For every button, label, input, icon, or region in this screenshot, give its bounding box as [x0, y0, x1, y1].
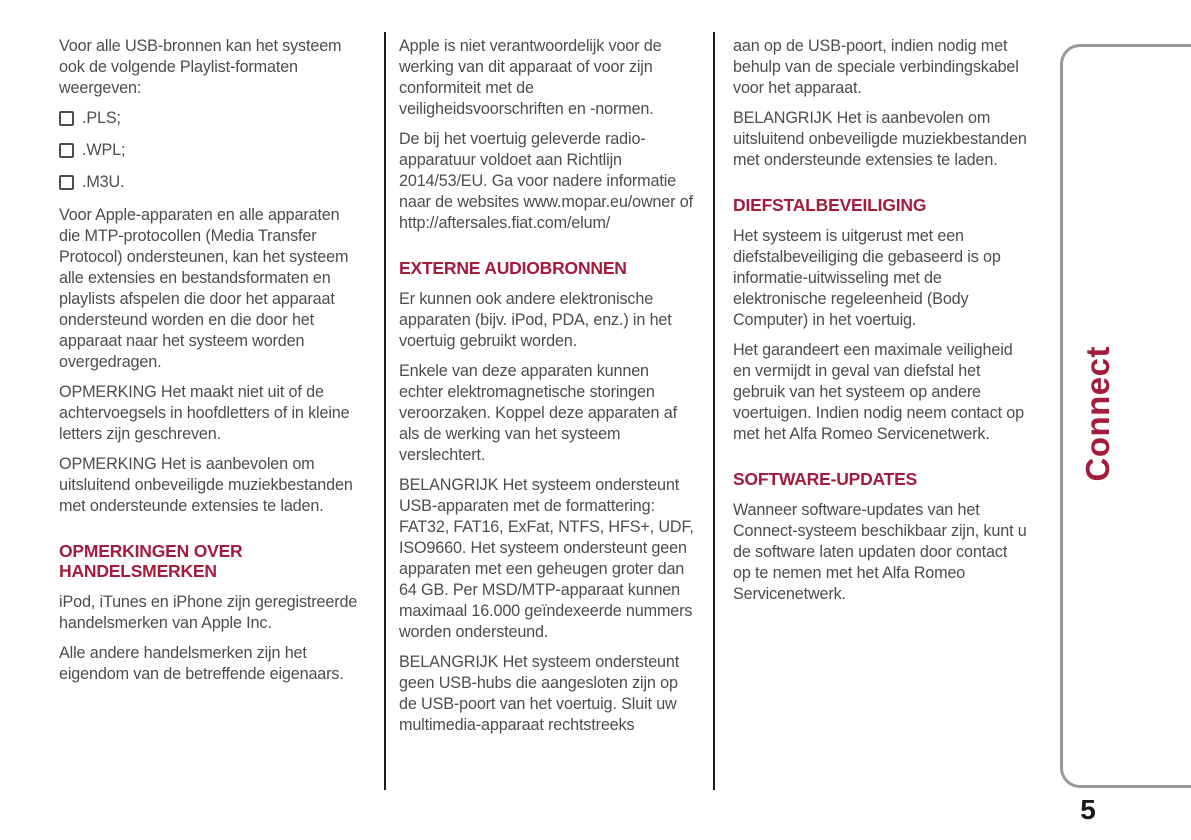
chapter-tab	[1060, 44, 1191, 788]
list-item	[59, 172, 359, 193]
column-divider	[384, 32, 386, 790]
section-heading: SOFTWARE-UPDATES	[733, 469, 918, 489]
body-paragraph: OPMERKING Het is aanbevolen om uitsluitend onbeveiligde muziekbestanden met ondersteunde extensies te laden.	[59, 455, 353, 515]
chapter-tab-label: Connect	[1079, 346, 1116, 482]
column-middle	[399, 36, 697, 745]
body-paragraph: aan op de USB-poort, indien nodig met behulp van de speciale verbindingskabel voor het apparaat.	[733, 37, 1019, 97]
body-paragraph: Alle andere handelsmerken zijn het eigendom van de betreffende eigenaars.	[59, 644, 344, 683]
body-paragraph: Er kunnen ook andere elektronische apparaten (bijv. iPod, PDA, enz.) in het voertuig gebruikt worden.	[399, 290, 672, 350]
page-number: 5	[1080, 794, 1096, 825]
body-paragraph: Voor Apple-apparaten en alle apparaten die MTP-protocollen (Media Transfer Protocol) ondersteunen, kan het systeem alle extensies en bestandsformaten en playlists afspelen die door het apparaat ondersteund worden en die door het apparaat naar het systeem worden overgedragen.	[59, 206, 349, 371]
column-divider	[713, 32, 715, 790]
body-paragraph: BELANGRIJK Het is aanbevolen om uitsluitend onbeveiligde muziekbestanden met ondersteunde extensies te laden.	[733, 109, 1027, 169]
column-right	[733, 36, 1029, 614]
body-paragraph: OPMERKING Het maakt niet uit of de achtervoegsels in hoofdletters of in kleine letters zijn geschreven.	[59, 383, 350, 443]
body-paragraph: BELANGRIJK Het systeem ondersteunt geen USB-hubs die aangesloten zijn op de USB-poort van het voertuig. Sluit uw multimedia-apparaat rechtstreeks	[399, 653, 680, 734]
list-item-label: .PLS;	[82, 109, 121, 127]
square-outline-icon	[59, 143, 74, 158]
body-paragraph: iPod, iTunes en iPhone zijn geregistreerde handelsmerken van Apple Inc.	[59, 593, 358, 632]
list-item-label: .M3U.	[82, 173, 125, 191]
body-paragraph: Voor alle USB-bronnen kan het systeem ook de volgende Playlist-formaten weergeven:	[59, 37, 342, 97]
list-item-label: .WPL;	[82, 141, 126, 159]
column-left	[59, 36, 359, 694]
list-item	[59, 108, 359, 129]
square-outline-icon	[59, 175, 74, 190]
playlist-format-list	[59, 108, 359, 193]
square-outline-icon	[59, 111, 74, 126]
section-heading: EXTERNE AUDIOBRONNEN	[399, 258, 627, 278]
body-paragraph: Het garandeert een maximale veiligheid en vermijdt in geval van diefstal het gebruik van het systeem op andere voertuigen. Indien nodig neem contact op met het Alfa Romeo Servicenetwerk.	[733, 341, 1024, 443]
body-paragraph: Enkele van deze apparaten kunnen echter elektromagnetische storingen veroorzaken. Koppel deze apparaten af als de werking van het systeem verslechtert.	[399, 362, 677, 464]
body-paragraph: De bij het voertuig geleverde radio-apparatuur voldoet aan Richtlijn 2014/53/EU. Ga voor nadere informatie naar de websites www.mopar.eu/owner of http://aftersales.fiat.com/elum/	[399, 130, 693, 232]
section-heading: DIEFSTALBEVEILIGING	[733, 195, 927, 215]
body-paragraph: Wanneer software-updates van het Connect-systeem beschikbaar zijn, kunt u de software laten updaten door contact op te nemen met het Alfa Romeo Servicenetwerk.	[733, 501, 1027, 603]
section-heading: OPMERKINGEN OVER HANDELSMERKEN	[59, 541, 243, 581]
body-paragraph: BELANGRIJK Het systeem ondersteunt USB-apparaten met de formattering: FAT32, FAT16, ExFat, NTFS, HFS+, UDF, ISO9660. Het systeem ondersteunt geen apparaten met een geheugen groter dan 64 GB. Per MSD/MTP-apparaat kunnen maximaal 16.000 geïndexeerde nummers worden ondersteund.	[399, 476, 694, 641]
body-paragraph: Apple is niet verantwoordelijk voor de werking van dit apparaat of voor zijn conformiteit met de veiligheidsvoorschriften en -normen.	[399, 37, 662, 118]
body-paragraph: Het systeem is uitgerust met een diefstalbeveiliging die gebaseerd is op informatie-uitwisseling met de elektronische regeleenheid (Body Computer) in het voertuig.	[733, 227, 1001, 329]
list-item	[59, 140, 359, 161]
